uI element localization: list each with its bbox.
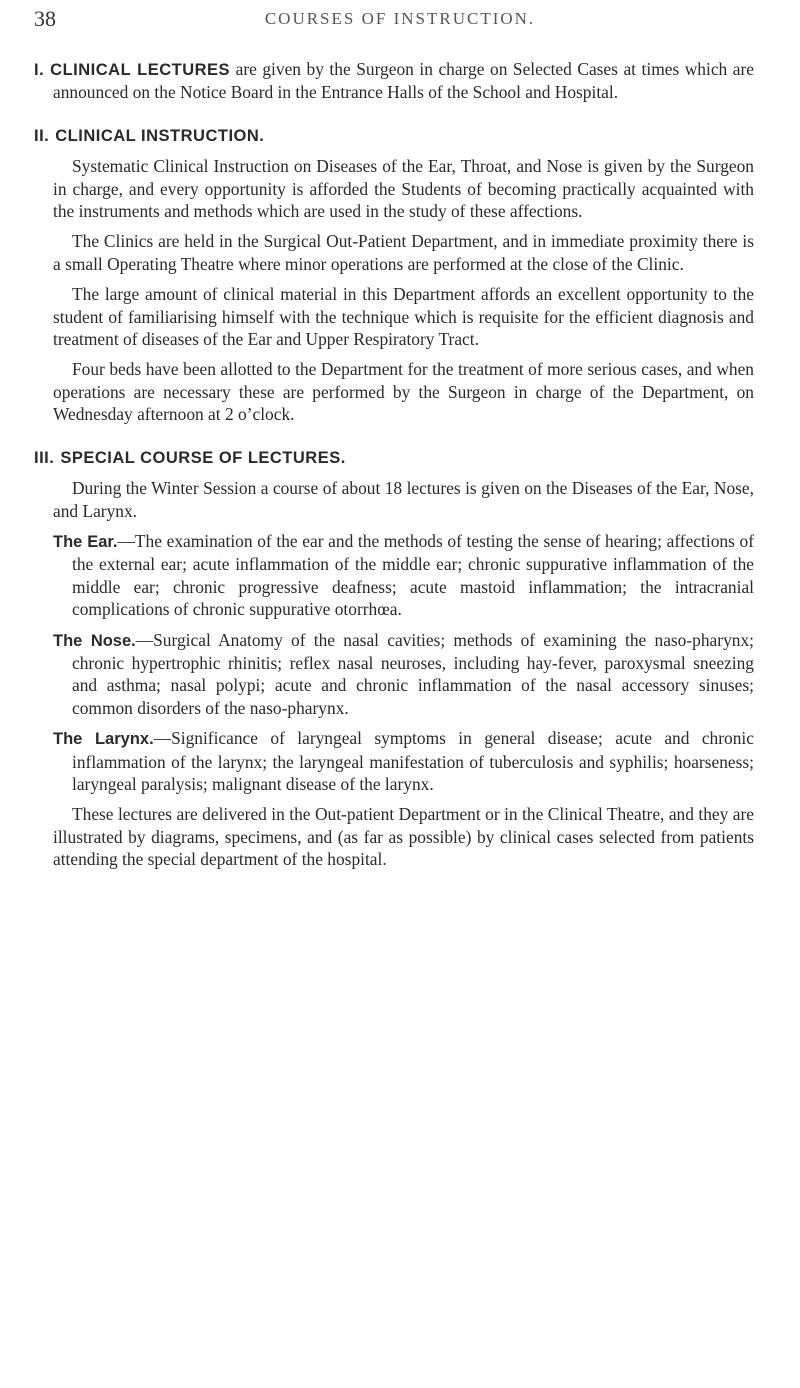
- section-numeral: III.: [34, 448, 55, 467]
- topic-larynx: [34, 727, 754, 795]
- topic-text: —Surgical Anatomy of the nasal cavities; methods of examining the naso-pharynx; chronic hypertrophic rhinitis; reflex nasal neuroses, including hay-fever, paroxysmal sneezing and asthma; nasal polypi; acute and chronic inflammation of the nasal accessory sinuses; common disorders of the naso-pharynx.: [72, 629, 754, 718]
- section-heading: SPECIAL COURSE OF LECTURES.: [60, 448, 346, 467]
- paragraph: The large amount of clinical material in this Department affords an excellent opportunity to the student of familiarising himself with the technique which is requisite for the efficient diagnosis and treatment of diseases of the Ear and Upper Respiratory Tract.: [53, 284, 754, 350]
- paragraph: Four beds have been allotted to the Department for the treatment of more serious cases, and when operations are necessary these are performed by the Surgeon in charge of the Department, on Wednesday afternoon at 2 o’clock.: [53, 359, 754, 425]
- paragraph: The Clinics are held in the Surgical Out-Patient Department, and in immediate proximity there is a small Operating Theatre where minor operations are performed at the close of the Clinic.: [53, 231, 754, 274]
- topic-text: —The examination of the ear and the methods of testing the sense of hearing; affections of the external ear; acute inflammation of the middle ear; chronic suppurative inflammation of the middle ear; chronic progressive deafness; acute mastoid inflammation; the intracranial complications of chronic suppurative otorrhœa.: [72, 530, 754, 620]
- page-number: 38: [34, 6, 56, 31]
- section-numeral: I.: [34, 61, 45, 79]
- section-numeral: II.: [34, 126, 50, 145]
- section-heading: CLINICAL INSTRUCTION.: [55, 126, 265, 145]
- section-heading: CLINICAL LECTURES: [50, 61, 231, 79]
- topic-ear: [34, 530, 754, 621]
- topic-title: The Ear.: [53, 532, 118, 551]
- section-text: are given by the Surgeon in charge on Selected Cases at times which are announced on the Notice Board in the Entrance Halls of the School and Hospital.: [53, 59, 754, 103]
- topic-title: The Larynx.: [53, 730, 154, 749]
- paragraph-closing: These lectures are delivered in the Out-patient Department or in the Clinical Theatre, and they are illustrated by diagrams, specimens, and (as far as possible) by clinical cases selected from patients attending the special department of the hospital.: [53, 804, 754, 870]
- paragraph-intro: During the Winter Session a course of about 18 lectures is given on the Diseases of the Ear, Nose, and Larynx.: [53, 478, 754, 521]
- section-clinical-instruction-heading: [34, 124, 754, 147]
- topic-nose: [34, 629, 754, 720]
- section-clinical-lectures: [34, 58, 754, 104]
- topic-title: The Nose.: [53, 631, 136, 650]
- section-special-course-heading: [34, 446, 754, 469]
- paragraph: Systematic Clinical Instruction on Diseases of the Ear, Throat, and Nose is given by the Surgeon in charge, and every opportunity is afforded the Students of becoming practically acquainted with the instruments and methods which are used in the study of these affections.: [53, 156, 754, 222]
- page-content: [34, 58, 754, 871]
- topic-text: —Significance of laryngeal symptoms in general disease; acute and chronic inflammation of the larynx; the laryngeal manifestation of tuberculosis and syphilis; hoarseness; laryngeal paralysis; malignant disease of the larynx.: [72, 728, 754, 794]
- running-head: COURSES OF INSTRUCTION.: [264, 9, 536, 28]
